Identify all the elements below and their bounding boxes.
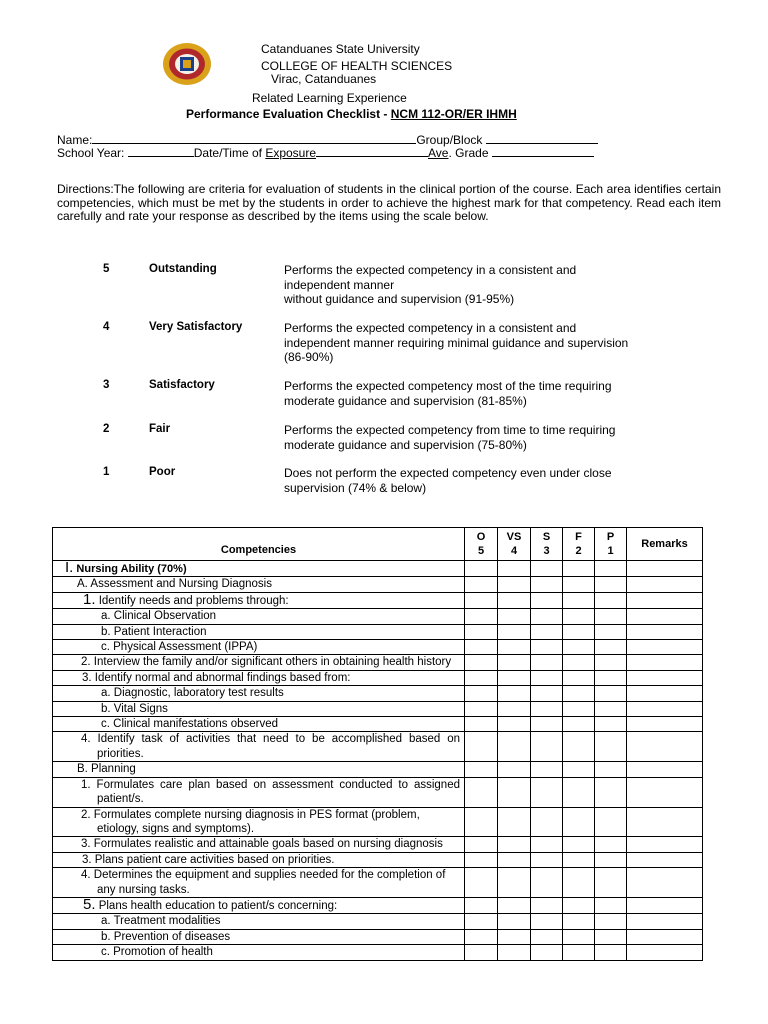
rating-cell[interactable]: [531, 686, 563, 701]
rating-cell[interactable]: [465, 577, 498, 592]
rating-cell[interactable]: [595, 732, 627, 762]
rating-cell[interactable]: [465, 897, 498, 913]
remarks-cell[interactable]: [627, 945, 703, 960]
remarks-cell[interactable]: [627, 701, 703, 716]
remarks-cell[interactable]: [627, 561, 703, 577]
rating-cell[interactable]: [498, 732, 531, 762]
rating-cell[interactable]: [563, 929, 595, 944]
rating-cell[interactable]: [498, 686, 531, 701]
remarks-cell[interactable]: [627, 577, 703, 592]
competency-cell: c. Physical Assessment (IPPA): [53, 640, 465, 655]
table-row: [53, 592, 703, 608]
table-row: [53, 609, 703, 624]
competency-cell: [53, 592, 465, 608]
group-block-label: Group/Block: [416, 133, 486, 147]
rating-cell[interactable]: [498, 897, 531, 913]
competency-cell: 3. Identify normal and abnormal findings based from:: [53, 670, 465, 685]
rating-cell[interactable]: [465, 777, 498, 807]
scale-number: 1: [103, 466, 110, 478]
rating-cell[interactable]: [498, 577, 531, 592]
rating-cell[interactable]: [498, 717, 531, 732]
rating-cell[interactable]: [563, 732, 595, 762]
remarks-cell[interactable]: [627, 777, 703, 807]
university-seal-icon: [162, 42, 212, 86]
scale-description-line: (86-90%): [284, 350, 334, 365]
table-row: [53, 732, 703, 762]
rating-cell[interactable]: [531, 561, 563, 577]
scale-description-line: moderate guidance and supervision (75-80%): [284, 437, 527, 452]
scale-label: Fair: [149, 423, 171, 435]
rating-cell[interactable]: [563, 686, 595, 701]
rating-cell[interactable]: [465, 561, 498, 577]
item-number: 5.: [83, 895, 96, 913]
competency-cell: 3. Formulates realistic and attainable goals based on nursing diagnosis: [53, 837, 465, 852]
competency-cell: B. Planning: [53, 762, 465, 777]
remarks-cell[interactable]: [627, 686, 703, 701]
rating-cell[interactable]: [563, 609, 595, 624]
rating-cell[interactable]: [595, 592, 627, 608]
table-row: [53, 868, 703, 898]
rating-cell[interactable]: [465, 868, 498, 898]
rating-cell[interactable]: [531, 762, 563, 777]
rating-cell[interactable]: [498, 852, 531, 867]
rating-cell[interactable]: [531, 897, 563, 913]
rating-cell[interactable]: [465, 592, 498, 608]
ave-label: Ave: [428, 146, 449, 160]
header-s-letter: S: [542, 531, 551, 543]
rating-cell[interactable]: [498, 929, 531, 944]
rating-cell[interactable]: [595, 686, 627, 701]
rating-cell[interactable]: [563, 561, 595, 577]
rating-cell[interactable]: [531, 717, 563, 732]
rating-cell[interactable]: [498, 914, 531, 929]
scale-number: 5: [103, 263, 110, 275]
rating-cell[interactable]: [563, 577, 595, 592]
scale-description: [284, 321, 704, 365]
scale-label: Satisfactory: [149, 379, 215, 391]
scale-number: 3: [103, 379, 110, 391]
rating-cell[interactable]: [563, 945, 595, 960]
rating-cell[interactable]: [498, 945, 531, 960]
scale-label: Poor: [149, 466, 176, 478]
competency-cell: 4. Determines the equipment and supplies needed for the completion of any nursing tasks.: [53, 868, 465, 898]
rating-cell[interactable]: [465, 624, 498, 639]
table-row: [53, 945, 703, 960]
table-row: [53, 852, 703, 867]
rating-cell[interactable]: [465, 717, 498, 732]
rating-cell[interactable]: [531, 837, 563, 852]
rating-cell[interactable]: [563, 897, 595, 913]
rating-cell[interactable]: [531, 609, 563, 624]
scale-description: [284, 466, 704, 495]
rating-cell[interactable]: [595, 640, 627, 655]
remarks-cell[interactable]: [627, 670, 703, 685]
remarks-cell[interactable]: [627, 897, 703, 913]
header-poor: [595, 528, 627, 561]
header-p-letter: P: [606, 531, 615, 543]
date-time-label: Date/Time of: [193, 146, 266, 160]
table-row: [53, 670, 703, 685]
scale-description-line: Performs the expected competency from time to time requiring: [284, 423, 616, 437]
date-time-blank[interactable]: [316, 145, 428, 157]
remarks-cell[interactable]: [627, 762, 703, 777]
remarks-cell[interactable]: [627, 914, 703, 929]
checklist-title: [186, 107, 517, 121]
rating-cell[interactable]: [595, 837, 627, 852]
item-number: 1.: [83, 590, 96, 608]
section-numeral: I.: [65, 559, 74, 576]
competency-cell: b. Prevention of diseases: [53, 929, 465, 944]
scale-description: [284, 423, 704, 452]
header-competencies: Competencies: [53, 528, 465, 561]
rating-cell[interactable]: [498, 701, 531, 716]
grade-label: . Grade: [448, 146, 492, 160]
competency-cell: b. Patient Interaction: [53, 624, 465, 639]
scale-description-line: Performs the expected competency in a consistent and: [284, 321, 577, 335]
rating-cell[interactable]: [498, 609, 531, 624]
rating-cell[interactable]: [465, 929, 498, 944]
table-row: [53, 717, 703, 732]
scale-label: Very Satisfactory: [149, 321, 243, 333]
header-satisfactory: [531, 528, 563, 561]
table-row: [53, 561, 703, 577]
competencies-table: [52, 527, 703, 961]
table-row: [53, 837, 703, 852]
competency-cell: a. Treatment modalities: [53, 914, 465, 929]
rating-cell[interactable]: [563, 701, 595, 716]
item-text: Identify needs and problems through:: [95, 594, 289, 607]
rating-cell[interactable]: [563, 762, 595, 777]
competency-cell: 2. Interview the family and/or significant others in obtaining health history: [53, 655, 465, 670]
rating-cell[interactable]: [465, 640, 498, 655]
name-blank[interactable]: [92, 132, 416, 144]
header-fair: [563, 528, 595, 561]
name-label: Name:: [57, 133, 93, 147]
exposure-label: Exposure: [265, 146, 317, 160]
table-row: [53, 624, 703, 639]
table-row: [53, 577, 703, 592]
rating-cell[interactable]: [465, 945, 498, 960]
header-o-number: 5: [477, 545, 485, 557]
rating-cell[interactable]: [465, 837, 498, 852]
rating-cell[interactable]: [498, 868, 531, 898]
header-p-number: 1: [607, 545, 614, 557]
student-info-line-2: [57, 145, 594, 160]
competency-cell: A. Assessment and Nursing Diagnosis: [53, 577, 465, 592]
rating-cell[interactable]: [465, 762, 498, 777]
header-s-number: 3: [543, 545, 550, 557]
rating-cell[interactable]: [531, 929, 563, 944]
table-row: [53, 914, 703, 929]
university-name: Catanduanes State University: [261, 42, 420, 56]
scale-number: 2: [103, 423, 110, 435]
scale-description-line: Performs the expected competency in a consistent and: [284, 263, 577, 277]
scale-description: [284, 379, 704, 408]
checklist-prefix: Performance Evaluation Checklist -: [186, 107, 391, 121]
rating-cell[interactable]: [595, 945, 627, 960]
rating-cell[interactable]: [563, 852, 595, 867]
group-block-blank[interactable]: [486, 132, 598, 144]
rating-cell[interactable]: [498, 624, 531, 639]
rating-cell[interactable]: [595, 577, 627, 592]
rating-cell[interactable]: [595, 609, 627, 624]
college-name: COLLEGE OF HEALTH SCIENCES: [261, 59, 453, 73]
ave-grade-blank[interactable]: [492, 145, 594, 157]
header-outstanding: [465, 528, 498, 561]
table-row: [53, 897, 703, 913]
rating-cell[interactable]: [563, 670, 595, 685]
scale-description: [284, 263, 704, 307]
competency-cell: b. Vital Signs: [53, 701, 465, 716]
rating-cell[interactable]: [531, 670, 563, 685]
rating-cell[interactable]: [531, 640, 563, 655]
header-very-satisfactory: [498, 528, 531, 561]
section-title: Nursing Ability (70%): [73, 563, 187, 575]
competency-cell: 1. Formulates care plan based on assessment conducted to assigned patient/s.: [53, 777, 465, 807]
rating-cell[interactable]: [595, 897, 627, 913]
scale-number: 4: [103, 321, 110, 333]
rating-cell[interactable]: [563, 868, 595, 898]
rating-cell[interactable]: [465, 655, 498, 670]
rating-cell[interactable]: [531, 945, 563, 960]
rating-cell[interactable]: [498, 762, 531, 777]
scale-label: Outstanding: [149, 263, 217, 275]
competency-cell: a. Clinical Observation: [53, 609, 465, 624]
table-row: [53, 929, 703, 944]
header-o-letter: O: [476, 531, 486, 543]
table-header-row: [53, 528, 703, 561]
rating-cell[interactable]: [563, 717, 595, 732]
header-vs-number: 4: [510, 545, 518, 557]
table-row: [53, 701, 703, 716]
rating-cell[interactable]: [595, 852, 627, 867]
table-row: [53, 640, 703, 655]
scale-description-line: Does not perform the expected competency even under close: [284, 466, 612, 480]
competency-cell: 4. Identify task of activities that need to be accomplished based on priorities.: [53, 732, 465, 762]
rating-cell[interactable]: [531, 732, 563, 762]
school-year-blank[interactable]: [128, 145, 194, 157]
rating-cell[interactable]: [595, 868, 627, 898]
rating-cell[interactable]: [498, 561, 531, 577]
scale-description-line: independent manner requiring minimal guidance and supervision: [284, 335, 629, 350]
rating-cell[interactable]: [563, 655, 595, 670]
rating-cell[interactable]: [531, 868, 563, 898]
rating-cell[interactable]: [595, 929, 627, 944]
rating-cell[interactable]: [465, 701, 498, 716]
competency-cell: [53, 897, 465, 913]
competency-cell: [53, 561, 465, 577]
remarks-cell[interactable]: [627, 717, 703, 732]
rating-cell[interactable]: [595, 701, 627, 716]
remarks-cell[interactable]: [627, 929, 703, 944]
checklist-code: NCM 112-OR/ER IHMH: [390, 107, 517, 121]
rating-cell[interactable]: [498, 777, 531, 807]
header-f-letter: F: [575, 531, 582, 543]
scale-description-line: independent manner: [284, 277, 395, 292]
table-row: [53, 807, 703, 837]
rating-cell[interactable]: [498, 670, 531, 685]
rating-cell[interactable]: [531, 807, 563, 837]
rating-cell[interactable]: [531, 777, 563, 807]
remarks-cell[interactable]: [627, 868, 703, 898]
rating-cell[interactable]: [531, 701, 563, 716]
rating-cell[interactable]: [595, 670, 627, 685]
rating-cell[interactable]: [595, 762, 627, 777]
rating-cell[interactable]: [498, 807, 531, 837]
school-year-label: School Year:: [57, 146, 128, 160]
rating-cell[interactable]: [563, 592, 595, 608]
rating-cell[interactable]: [531, 852, 563, 867]
competency-cell: c. Clinical manifestations observed: [53, 717, 465, 732]
rating-cell[interactable]: [595, 655, 627, 670]
rating-cell[interactable]: [595, 717, 627, 732]
rating-cell[interactable]: [465, 686, 498, 701]
header-f-number: 2: [575, 545, 582, 557]
header-vs-letter: VS: [506, 531, 522, 543]
scale-description-line: moderate guidance and supervision (81-85%): [284, 393, 527, 408]
rating-cell[interactable]: [465, 852, 498, 867]
rating-cell[interactable]: [531, 655, 563, 670]
remarks-cell[interactable]: [627, 837, 703, 852]
rating-cell[interactable]: [465, 670, 498, 685]
rating-cell[interactable]: [531, 577, 563, 592]
remarks-cell[interactable]: [627, 609, 703, 624]
rating-cell[interactable]: [465, 732, 498, 762]
rating-cell[interactable]: [498, 837, 531, 852]
remarks-cell[interactable]: [627, 852, 703, 867]
rating-cell[interactable]: [531, 592, 563, 608]
table-row: [53, 762, 703, 777]
competency-cell: c. Promotion of health: [53, 945, 465, 960]
rating-cell[interactable]: [595, 807, 627, 837]
competency-cell: a. Diagnostic, laboratory test results: [53, 686, 465, 701]
competency-cell: 3. Plans patient care activities based on priorities.: [53, 852, 465, 867]
rating-cell[interactable]: [563, 624, 595, 639]
remarks-cell[interactable]: [627, 655, 703, 670]
rating-cell[interactable]: [595, 561, 627, 577]
remarks-cell[interactable]: [627, 640, 703, 655]
scale-description-line: without guidance and supervision (91-95%): [284, 292, 515, 307]
table-row: [53, 777, 703, 807]
rating-cell[interactable]: [498, 640, 531, 655]
rating-cell[interactable]: [498, 655, 531, 670]
rating-cell[interactable]: [595, 914, 627, 929]
scale-description-line: supervision (74% & below): [284, 480, 427, 495]
campus-location: Virac, Catanduanes: [271, 72, 377, 86]
remarks-cell[interactable]: [627, 592, 703, 608]
rating-cell[interactable]: [595, 777, 627, 807]
scale-description-line: Performs the expected competency most of the time requiring: [284, 379, 612, 393]
rating-cell[interactable]: [465, 807, 498, 837]
directions-paragraph: Directions:The following are criteria for evaluation of students in the clinical portion of the course. Each area identifies certain competencies, which must be met by the students in order to achieve the highest mark for that competency. Read each item carefully and rate your response as described by the items using the scale below.: [57, 182, 721, 223]
table-row: [53, 655, 703, 670]
program-title: Related Learning Experience: [252, 91, 407, 105]
item-text: Plans health education to patient/s concerning:: [95, 899, 338, 912]
rating-cell[interactable]: [465, 914, 498, 929]
remarks-cell[interactable]: [627, 732, 703, 762]
rating-cell[interactable]: [563, 640, 595, 655]
table-row: [53, 686, 703, 701]
rating-cell[interactable]: [563, 914, 595, 929]
remarks-cell[interactable]: [627, 624, 703, 639]
rating-cell[interactable]: [563, 777, 595, 807]
rating-cell[interactable]: [595, 624, 627, 639]
rating-cell[interactable]: [531, 914, 563, 929]
rating-cell[interactable]: [465, 609, 498, 624]
rating-cell[interactable]: [531, 624, 563, 639]
rating-cell[interactable]: [498, 592, 531, 608]
remarks-cell[interactable]: [627, 807, 703, 837]
rating-cell[interactable]: [563, 837, 595, 852]
competency-cell: 2. Formulates complete nursing diagnosis in PES format (problem, etiology, signs and symptoms).: [53, 807, 465, 837]
header-remarks: Remarks: [627, 528, 703, 561]
rating-cell[interactable]: [563, 807, 595, 837]
